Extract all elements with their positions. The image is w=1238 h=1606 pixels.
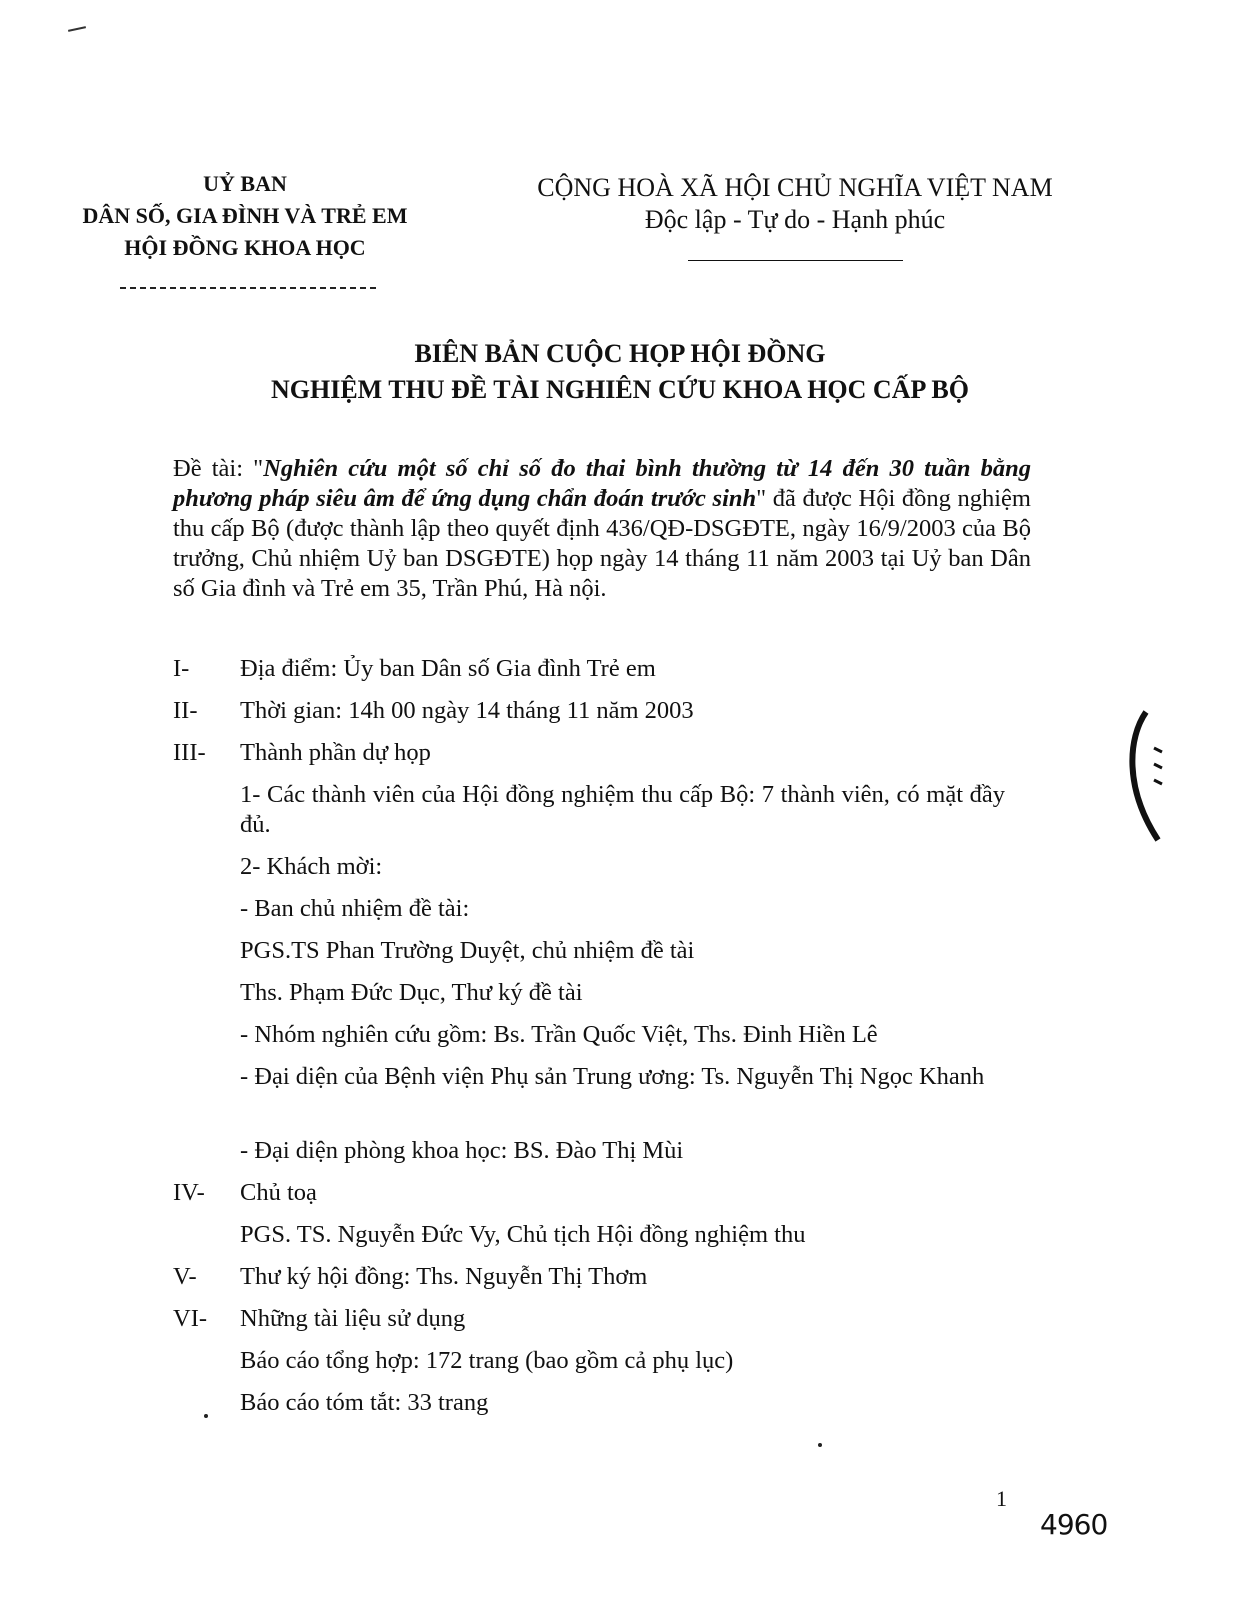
- org-line-2: DÂN SỐ, GIA ĐÌNH VÀ TRẺ EM: [82, 203, 408, 228]
- section-3-line-5: - Đại diện của Bệnh viện Phụ sản Trung ương: Ts. Nguyễn Thị Ngọc Khanh: [240, 1063, 985, 1090]
- scan-mark: [68, 26, 86, 32]
- section-6-line-2: Báo cáo tóm tắt: 33 trang: [240, 1389, 489, 1416]
- intro-prefix: Đề tài: ": [173, 455, 264, 482]
- section-3-number: III-: [173, 739, 206, 766]
- section-5-text: Thư ký hội đồng: Ths. Nguyễn Thị Thơm: [240, 1263, 648, 1290]
- scan-dot: [204, 1414, 208, 1418]
- stamp-fragment: [1118, 708, 1166, 844]
- section-3-item-1: 1- Các thành viên của Hội đồng nghiệm thu cấp Bộ: 7 thành viên, có mặt đầy đủ.: [240, 781, 1005, 838]
- section-1-number: I-: [173, 655, 190, 682]
- section-4-text: Chủ toạ: [240, 1179, 317, 1206]
- intro-paragraph: [173, 454, 1031, 604]
- org-line-1: UỶ BAN: [203, 171, 287, 196]
- motto-underline: [688, 260, 903, 261]
- nation-motto: Độc lập - Tự do - Hạnh phúc: [644, 205, 946, 234]
- section-4-line-1: PGS. TS. Nguyễn Đức Vy, Chủ tịch Hội đồng nghiệm thu: [240, 1221, 806, 1248]
- section-3-line-4: - Nhóm nghiên cứu gồm: Bs. Trần Quốc Việt, Ths. Đinh Hiền Lê: [240, 1021, 878, 1048]
- section-3-text: Thành phần dự họp: [240, 739, 431, 766]
- document-title: [190, 336, 1050, 408]
- intro-rest: " đã được Hội đồng nghiệm thu cấp Bộ (được thành lập theo quyết định 436/QĐ-DSGĐTE, ngày 16/9/2003 của Bộ trưởng, Chủ nhiệm Uỷ ban DSGĐTE) họp ngày 14 tháng 11 năm 2003 tại Uỷ ban Dân số Gia đình và Trẻ em 35, Trần Phú, Hà nội.: [173, 485, 1031, 602]
- page-number: 1: [996, 1486, 1007, 1511]
- title-line-1: BIÊN BẢN CUỘC HỌP HỘI ĐỒNG: [414, 339, 826, 368]
- nation-name: CỘNG HOÀ XÃ HỘI CHỦ NGHĨA VIỆT NAM: [537, 173, 1053, 202]
- section-3-item-2: 2- Khách mời:: [240, 853, 383, 880]
- section-3-line-3: Ths. Phạm Đức Dục, Thư ký đề tài: [240, 979, 583, 1006]
- handwritten-note: 4960: [1040, 1508, 1108, 1541]
- section-6-text: Những tài liệu sử dụng: [240, 1305, 466, 1332]
- national-header: [520, 172, 1070, 236]
- section-3-line-6: - Đại diện phòng khoa học: BS. Đào Thị Mùi: [240, 1137, 684, 1164]
- section-4-number: IV-: [173, 1179, 205, 1206]
- org-line-3: HỘI ĐỒNG KHOA HỌC: [124, 235, 366, 260]
- title-line-2: NGHIỆM THU ĐỀ TÀI NGHIÊN CỨU KHOA HỌC CẤP BỘ: [271, 375, 969, 404]
- section-5-number: V-: [173, 1263, 197, 1290]
- org-header: [70, 168, 420, 264]
- section-6-line-1: Báo cáo tổng hợp: 172 trang (bao gồm cả phụ lục): [240, 1347, 734, 1374]
- section-1-text: Địa điểm: Ủy ban Dân số Gia đình Trẻ em: [240, 655, 656, 682]
- org-divider: [120, 287, 376, 289]
- section-2-number: II-: [173, 697, 198, 724]
- section-3-line-1: - Ban chủ nhiệm đề tài:: [240, 895, 470, 922]
- section-2-text: Thời gian: 14h 00 ngày 14 tháng 11 năm 2003: [240, 697, 694, 724]
- topic-title: Nghiên cứu một số chỉ số đo thai bình thường từ 14 đến 30 tuần bằng phương pháp siêu âm để ứng dụng chẩn đoán trước sinh: [173, 455, 1031, 512]
- scan-dot: [818, 1443, 822, 1447]
- section-6-number: VI-: [173, 1305, 208, 1332]
- section-3-line-2: PGS.TS Phan Trường Duyệt, chủ nhiệm đề tài: [240, 937, 695, 964]
